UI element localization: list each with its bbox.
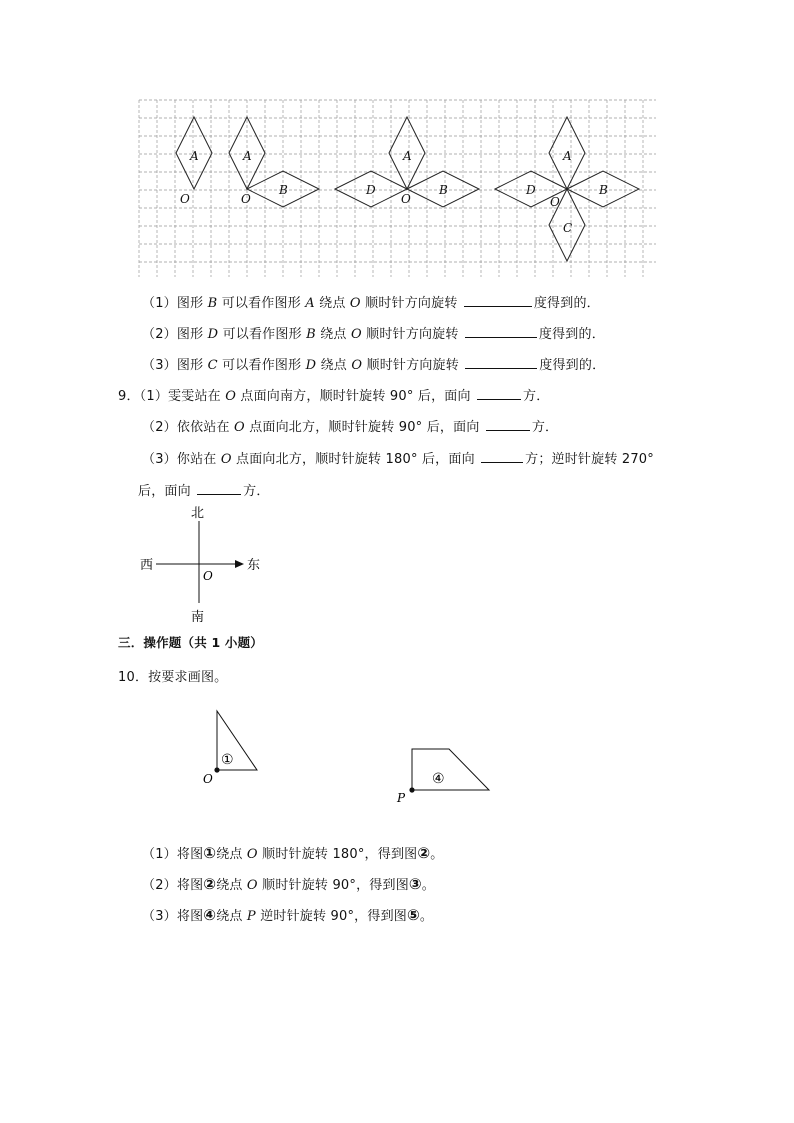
- point-letter: O: [246, 878, 258, 893]
- q10-item-2: [142, 874, 435, 893]
- compass-center: O: [203, 569, 213, 583]
- text: 可以看作图形: [217, 296, 306, 311]
- answer-blank[interactable]: [465, 325, 537, 338]
- answer-blank[interactable]: [477, 387, 521, 400]
- point-p: [409, 787, 414, 792]
- label-b-4: B: [599, 183, 608, 197]
- text: 顺时针方向旋转: [362, 358, 464, 373]
- point-letter: O: [220, 452, 232, 467]
- figure-letter: B: [207, 296, 218, 311]
- label-o-2: O: [241, 192, 251, 206]
- text: （3）图形: [142, 358, 208, 373]
- q9-line-4: [138, 480, 270, 499]
- answer-blank[interactable]: [481, 450, 523, 463]
- text: 绕点: [216, 909, 247, 924]
- circled-number: ②: [203, 875, 217, 893]
- figure-letter: B: [306, 327, 316, 342]
- text: 顺时针旋转 90°，得到图: [257, 878, 409, 893]
- q9-line-1: [118, 385, 549, 404]
- question-number: 9．: [118, 389, 140, 404]
- label-c-4: C: [563, 221, 573, 235]
- q8-item-1: [142, 292, 600, 311]
- q10-figures: [195, 705, 505, 810]
- answer-blank[interactable]: [197, 482, 241, 495]
- text: 可以看作图形: [218, 327, 307, 342]
- text: 逆时针旋转 90°，得到图: [255, 909, 407, 924]
- circled-number: ④: [203, 906, 217, 924]
- circled-number: ①: [203, 844, 217, 862]
- text: （3）你站在: [142, 452, 221, 467]
- circled-number: ②: [417, 844, 431, 862]
- text: 点面向北方，顺时针旋转 90° 后，面向: [244, 420, 484, 435]
- figure-letter: D: [207, 327, 219, 342]
- compass-south: 南: [191, 610, 205, 625]
- q10-item-3: [142, 905, 433, 924]
- q10-title: 10．按要求画图。: [118, 670, 228, 685]
- label-o-3: O: [401, 192, 411, 206]
- text: （1）图形: [142, 296, 208, 311]
- text: 。: [421, 878, 435, 893]
- label-o-4: O: [550, 195, 560, 209]
- q9-line-2: [142, 416, 558, 435]
- figure-letter: D: [305, 358, 317, 373]
- label-d-3: D: [366, 183, 376, 197]
- label-b-2: B: [279, 183, 288, 197]
- circled-number: ⑤: [406, 906, 420, 924]
- text: 方．: [523, 389, 550, 404]
- rotation-grid-figure: [138, 99, 658, 279]
- grid-lines: [139, 100, 656, 277]
- text: 绕点: [216, 878, 247, 893]
- text: （1）雯雯站在: [139, 389, 226, 404]
- label-a-1: A: [190, 149, 199, 163]
- text: 顺时针方向旋转: [360, 296, 462, 311]
- text: 度得到的．: [533, 296, 600, 311]
- figure-letter: C: [207, 358, 218, 373]
- answer-blank[interactable]: [464, 294, 532, 307]
- figure-4-label: ④: [432, 771, 445, 787]
- figure-letter: A: [305, 296, 315, 311]
- text: 绕点: [216, 847, 247, 862]
- text: 方．: [243, 484, 270, 499]
- text: （3）将图: [142, 909, 204, 924]
- text: 绕点: [316, 358, 352, 373]
- compass-west: 西: [140, 558, 154, 573]
- text: （2）将图: [142, 878, 204, 893]
- q8-item-3: [142, 354, 605, 373]
- q9-line-3: [142, 448, 654, 467]
- answer-blank[interactable]: [465, 356, 537, 369]
- section-three-title: 三．操作题（共 1 小题）: [118, 635, 264, 650]
- point-letter: P: [246, 909, 256, 924]
- point-letter: O: [349, 296, 361, 311]
- point-letter: O: [350, 327, 362, 342]
- answer-blank[interactable]: [486, 418, 530, 431]
- q10-item-1: [142, 843, 443, 862]
- figure-1-label: ①: [221, 752, 234, 768]
- label-a-2: A: [243, 149, 252, 163]
- text: （1）将图: [142, 847, 204, 862]
- point-letter: O: [225, 389, 237, 404]
- text: 方．: [531, 420, 559, 435]
- text: 绕点: [314, 296, 350, 311]
- text: 点面向北方，顺时针旋转 180° 后，面向: [231, 452, 480, 467]
- text: 度得到的．: [539, 358, 606, 373]
- text: 可以看作图形: [217, 358, 306, 373]
- text: 方；逆时针旋转 270°: [525, 452, 654, 467]
- text: 。: [419, 909, 434, 924]
- text: 绕点: [315, 327, 351, 342]
- text: 顺时针旋转 180°，得到图: [257, 847, 418, 862]
- text: （2）依依站在: [142, 420, 235, 435]
- point-o: [214, 767, 219, 772]
- compass-north: 北: [191, 506, 205, 521]
- compass-figure: [138, 503, 268, 628]
- point-p-label: P: [397, 791, 406, 805]
- text: 度得到的．: [538, 327, 605, 342]
- text: 顺时针方向旋转: [361, 327, 463, 342]
- label-d-4: D: [526, 183, 536, 197]
- point-letter: O: [351, 358, 363, 373]
- point-letter: O: [246, 847, 258, 862]
- label-a-4: A: [563, 149, 572, 163]
- text: 。: [430, 847, 444, 862]
- circled-number: ③: [408, 875, 422, 893]
- text: 后，面向: [138, 484, 196, 499]
- compass-east: 东: [247, 558, 261, 573]
- text: （2）图形: [142, 327, 208, 342]
- label-a-3: A: [403, 149, 412, 163]
- point-letter: O: [234, 420, 245, 435]
- trapezoid-figure-4: [412, 749, 489, 790]
- point-o-label: O: [203, 772, 213, 786]
- text: 点面向南方，顺时针旋转 90° 后，面向: [236, 389, 476, 404]
- label-o-1: O: [180, 192, 190, 206]
- label-b-3: B: [439, 183, 448, 197]
- q8-item-2: [142, 323, 605, 342]
